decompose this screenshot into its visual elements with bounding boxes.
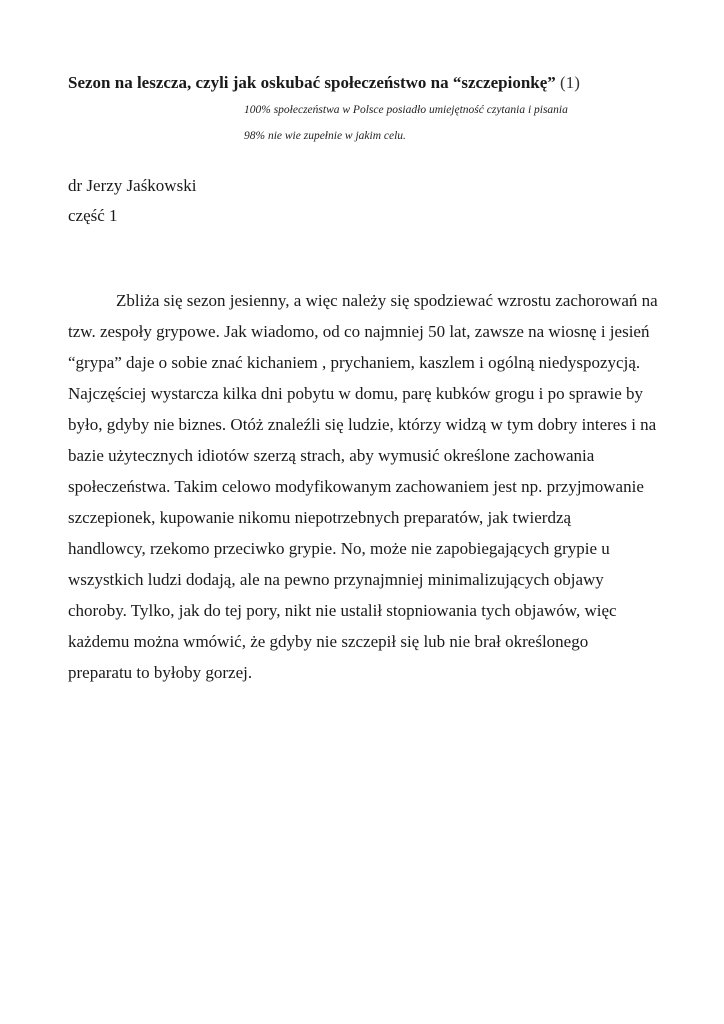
paragraph-line: Zbliża się sezon jesienny, a więc należy się spodziewać wzrostu zachorowań na [116,291,658,310]
paragraph-line: handlowcy, rzekomo przeciwko grypie. No, może nie zapobiegających grypie u [68,539,610,558]
paragraph-line: każdemu można wmówić, że gdyby nie szczepił się lub nie brał określonego [68,632,589,651]
paragraph-line: tzw. zespoły grypowe. Jak wiadomo, od co najmniej 50 lat, zawsze na wiosnę i jesień [68,322,650,341]
paragraph-line: bazie użytecznych idiotów szerzą strach, aby wymusić określone zachowania [68,446,595,465]
paragraph-line: szczepionek, kupowanie nikomu niepotrzebnych preparatów, jak twierdzą [68,508,572,527]
epigraph-line-1: 100% społeczeństwa w Polsce posiadło umiejętność czytania i pisania [244,104,568,116]
paragraph-line: “grypa” daje o sobie znać kichaniem , prychaniem, kaszlem i ogólną niedyspozycją. [68,353,641,372]
title-text: Sezon na leszcza, czyli jak oskubać społeczeństwo na “szczepionkę” [68,73,556,92]
author-name: dr Jerzy Jaśkowski [68,176,197,195]
document-title [68,73,580,93]
part-label: część 1 [68,206,118,225]
paragraph-line: wszystkich ludzi dodają, ale na pewno przynajmniej minimalizujących objawy [68,570,604,589]
paragraph-line: preparatu to byłoby gorzej. [68,663,253,682]
title-number: (1) [560,73,580,92]
epigraph-line-2: 98% nie wie zupełnie w jakim celu. [244,130,406,142]
paragraph-line: choroby. Tylko, jak do tej pory, nikt nie ustalił stopniowania tych objawów, więc [68,601,617,620]
paragraph-line: Najczęściej wystarcza kilka dni pobytu w domu, parę kubków grogu i po sprawie by [68,384,644,403]
paragraph-line: społeczeństwa. Takim celowo modyfikowanym zachowaniem jest np. przyjmowanie [68,477,644,496]
paragraph-line: było, gdyby nie biznes. Otóż znaleźli się ludzie, którzy widzą w tym dobry interes i na [68,415,657,434]
